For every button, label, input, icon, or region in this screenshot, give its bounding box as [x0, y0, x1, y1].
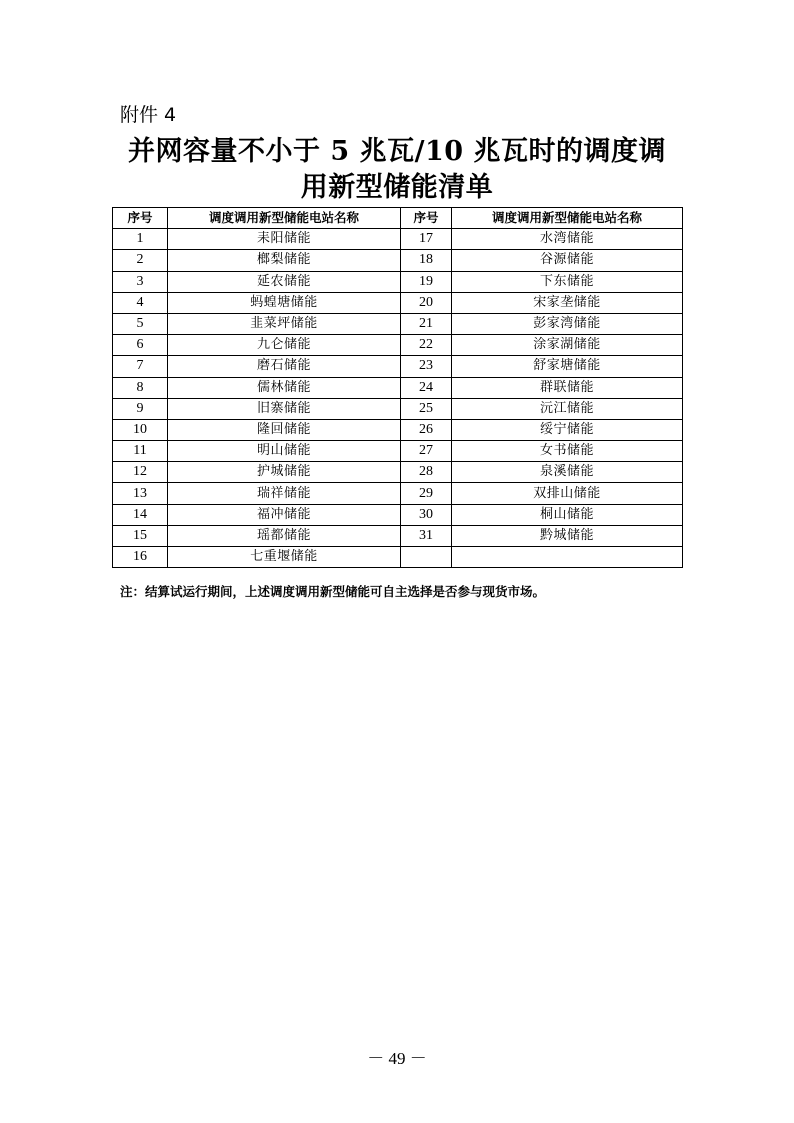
cell-station-name: 磨石储能 — [168, 356, 401, 377]
cell-station-name: 耒阳储能 — [168, 229, 401, 250]
cell-index: 16 — [113, 547, 168, 568]
cell-station-name: 群联储能 — [452, 377, 683, 398]
cell-index: 19 — [401, 271, 452, 292]
cell-station-name: 延农储能 — [168, 271, 401, 292]
cell-index: 4 — [113, 292, 168, 313]
table-row — [113, 313, 683, 334]
cell-station-name: 涂家湖储能 — [452, 335, 683, 356]
cell-index: 18 — [401, 250, 452, 271]
cell-station-name: 双排山储能 — [452, 483, 683, 504]
table-row — [113, 271, 683, 292]
table-row — [113, 377, 683, 398]
cell-station-name: 榔梨储能 — [168, 250, 401, 271]
cell-station-name: 黔城储能 — [452, 525, 683, 546]
cell-index: 26 — [401, 419, 452, 440]
cell-station-name: 水湾储能 — [452, 229, 683, 250]
cell-station-name: 桐山储能 — [452, 504, 683, 525]
cell-index: 30 — [401, 504, 452, 525]
cell-index: 21 — [401, 313, 452, 334]
cell-index — [401, 547, 452, 568]
table-row — [113, 441, 683, 462]
cell-station-name: 韭菜坪储能 — [168, 313, 401, 334]
table-row — [113, 525, 683, 546]
header-index-left: 序号 — [113, 208, 168, 229]
header-name-right: 调度调用新型储能电站名称 — [452, 208, 683, 229]
document-title — [112, 134, 682, 206]
cell-station-name: 沅江储能 — [452, 398, 683, 419]
cell-station-name: 舒家塘储能 — [452, 356, 683, 377]
cell-station-name: 瑞祥储能 — [168, 483, 401, 504]
cell-station-name: 彭家湾储能 — [452, 313, 683, 334]
cell-index: 23 — [401, 356, 452, 377]
cell-index: 17 — [401, 229, 452, 250]
cell-station-name: 明山储能 — [168, 441, 401, 462]
cell-index: 2 — [113, 250, 168, 271]
cell-index: 28 — [401, 462, 452, 483]
table-footnote: 注：结算试运行期间，上述调度调用新型储能可自主选择是否参与现货市场。 — [120, 584, 546, 599]
cell-index: 1 — [113, 229, 168, 250]
table-header-row — [113, 208, 683, 229]
cell-index: 11 — [113, 441, 168, 462]
energy-storage-table — [112, 207, 683, 568]
table-row — [113, 462, 683, 483]
cell-station-name: 九仑储能 — [168, 335, 401, 356]
cell-index: 3 — [113, 271, 168, 292]
cell-index: 14 — [113, 504, 168, 525]
attachment-label: 附件 4 — [120, 104, 177, 126]
cell-station-name: 蚂蝗塘储能 — [168, 292, 401, 313]
cell-station-name: 隆回储能 — [168, 419, 401, 440]
cell-index: 24 — [401, 377, 452, 398]
cell-station-name: 女书储能 — [452, 441, 683, 462]
cell-station-name: 下东储能 — [452, 271, 683, 292]
cell-index: 27 — [401, 441, 452, 462]
cell-station-name: 绥宁储能 — [452, 419, 683, 440]
table-row — [113, 356, 683, 377]
cell-station-name: 瑶都储能 — [168, 525, 401, 546]
cell-index: 7 — [113, 356, 168, 377]
table-row — [113, 398, 683, 419]
cell-station-name: 七重堰储能 — [168, 547, 401, 568]
cell-index: 20 — [401, 292, 452, 313]
table-row — [113, 229, 683, 250]
table-row — [113, 419, 683, 440]
title-line-1: 并网容量不小于 5 兆瓦/10 兆瓦时的调度调 — [128, 136, 666, 167]
table-row — [113, 292, 683, 313]
cell-index: 12 — [113, 462, 168, 483]
cell-station-name: 谷源储能 — [452, 250, 683, 271]
cell-index: 29 — [401, 483, 452, 504]
cell-index: 22 — [401, 335, 452, 356]
cell-index: 6 — [113, 335, 168, 356]
cell-index: 9 — [113, 398, 168, 419]
cell-station-name: 宋家垄储能 — [452, 292, 683, 313]
cell-index: 25 — [401, 398, 452, 419]
cell-station-name: 福冲储能 — [168, 504, 401, 525]
cell-station-name — [452, 547, 683, 568]
table-row — [113, 504, 683, 525]
cell-index: 15 — [113, 525, 168, 546]
cell-index: 8 — [113, 377, 168, 398]
header-index-right: 序号 — [401, 208, 452, 229]
table-row — [113, 250, 683, 271]
table-row — [113, 335, 683, 356]
title-line-2: 用新型储能清单 — [300, 172, 494, 203]
header-name-left: 调度调用新型储能电站名称 — [168, 208, 401, 229]
cell-index: 10 — [113, 419, 168, 440]
cell-station-name: 儒林储能 — [168, 377, 401, 398]
cell-station-name: 泉溪储能 — [452, 462, 683, 483]
table-row — [113, 483, 683, 504]
table-row — [113, 547, 683, 568]
cell-index: 31 — [401, 525, 452, 546]
page-number: － 49 － — [367, 1049, 427, 1068]
cell-station-name: 护城储能 — [168, 462, 401, 483]
cell-index: 13 — [113, 483, 168, 504]
cell-index: 5 — [113, 313, 168, 334]
cell-station-name: 旧寨储能 — [168, 398, 401, 419]
